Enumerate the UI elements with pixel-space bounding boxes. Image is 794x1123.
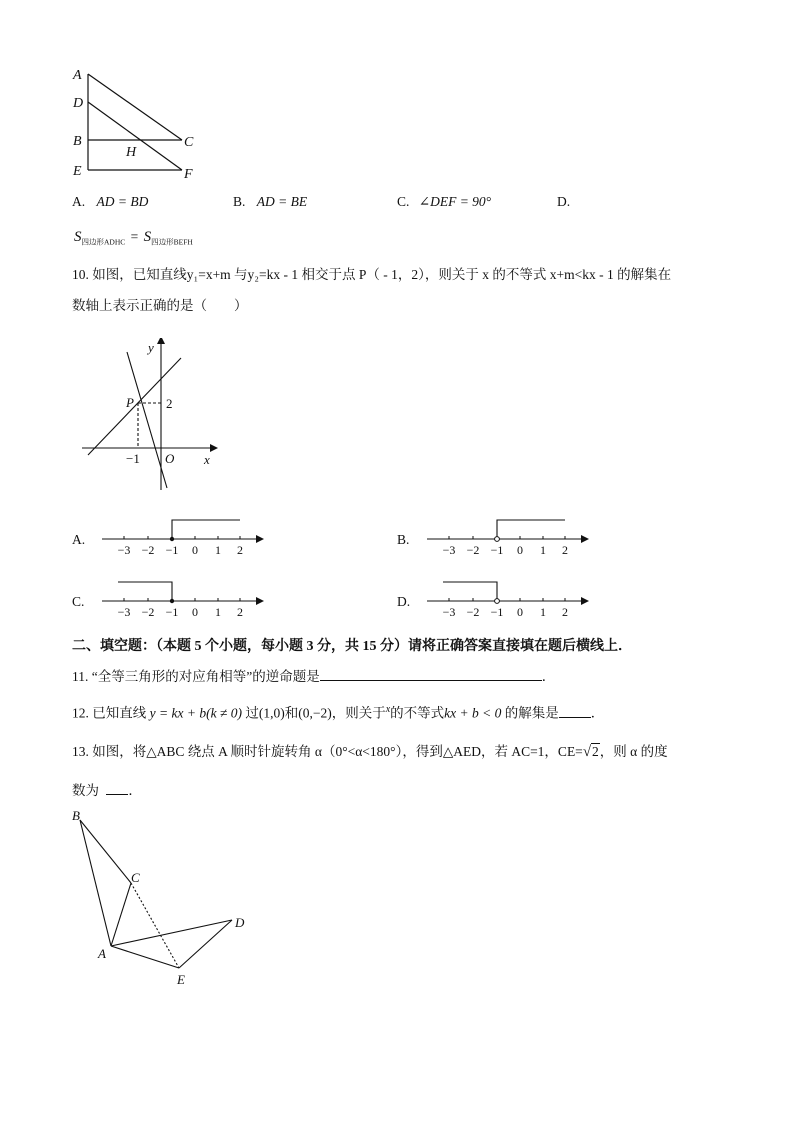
option-letter: A.: [72, 194, 86, 209]
q10-option-c-letter: C.: [72, 594, 85, 609]
option-text: AD = BD: [96, 194, 149, 209]
q13-answer-blank[interactable]: [106, 780, 128, 795]
label-d: D: [235, 915, 245, 930]
tick-label: −2: [466, 605, 480, 619]
tick-label: −3: [117, 605, 131, 619]
solution-bracket: [443, 582, 497, 601]
filled-point-icon: [170, 599, 174, 603]
y-label: y: [148, 340, 154, 355]
q11-answer-blank[interactable]: [320, 666, 542, 681]
tick-label: −2: [141, 543, 155, 557]
arrow-icon: [256, 535, 264, 543]
label-c: C: [131, 870, 140, 885]
solution-bracket: [172, 520, 240, 539]
segment-ac: [88, 74, 182, 140]
arrow-icon: [581, 535, 589, 543]
tick-label: 2: [562, 605, 568, 619]
label-e: E: [177, 972, 185, 987]
label-d: D: [73, 96, 84, 111]
x-label: x: [204, 452, 210, 467]
option-letter: D.: [557, 194, 571, 209]
solution-bracket: [118, 582, 172, 601]
tick-label: 2: [237, 605, 243, 619]
segment-ca: [111, 883, 131, 946]
y-arrow-icon: [157, 338, 165, 344]
q9-option-c: [397, 193, 491, 211]
label-b: B: [73, 134, 82, 149]
tick-label: 1: [540, 605, 546, 619]
tick-label: −3: [442, 543, 456, 557]
tick-label: 1: [215, 605, 221, 619]
label-a: A: [98, 946, 106, 961]
tick-label: 0: [517, 543, 523, 557]
numberline-b: [423, 514, 593, 558]
q9-figure: [68, 62, 208, 184]
q10-line2: 数轴上表示正确的是（ ）: [72, 298, 248, 313]
q12: 12. 已知直线 y = kx + b(k ≠ 0) 过(1,0)和(0,−2)，则关于$^x$的不等式kx + b < 0 的解集是 ．: [72, 704, 605, 721]
q10-option-d-letter: D.: [397, 594, 411, 609]
label-f: F: [184, 167, 193, 182]
p-label: P: [126, 395, 134, 410]
arrow-icon: [256, 597, 264, 605]
tick-label: −1: [490, 543, 504, 557]
sqrt-symbol: √: [582, 744, 592, 760]
numberline-a: [98, 514, 268, 558]
q13-line1: 13. 如图，将△ABC 绕点 A 顺时针旋转角 α（0°<α<180°），得到△AED，若 AC=1，CE=√2，则 α 的度: [72, 744, 668, 760]
q13-line2: 数为 ．: [72, 780, 142, 800]
tick-label: −2: [466, 543, 480, 557]
label-h: H: [126, 145, 137, 160]
tick-label: −1: [490, 605, 504, 619]
solution-bracket: [497, 520, 565, 539]
q10-option-a-letter: A.: [72, 532, 86, 547]
numberline-c: [98, 576, 268, 620]
q12-answer-blank[interactable]: [559, 703, 591, 718]
label-c: C: [184, 135, 194, 150]
tick-label: −1: [165, 543, 179, 557]
filled-point-icon: [170, 537, 174, 541]
segment-ad: [111, 920, 232, 946]
q13-figure: [64, 804, 264, 990]
open-point-icon: [495, 537, 500, 542]
tick-label: 1: [540, 543, 546, 557]
tick-label: 0: [517, 605, 523, 619]
option-letter: B.: [233, 194, 246, 209]
q10-figure: [78, 338, 228, 498]
tick-label: 2: [237, 543, 243, 557]
tick-label: −1: [165, 605, 179, 619]
two-label: 2: [166, 396, 173, 411]
label-a: A: [73, 68, 82, 83]
tick-label: 2: [562, 543, 568, 557]
q9-option-b: [233, 193, 307, 211]
open-point-icon: [495, 599, 500, 604]
numberline-d: [423, 576, 593, 620]
o-label: O: [165, 451, 175, 466]
tick-label: −3: [117, 543, 131, 557]
x-arrow-icon: [210, 444, 218, 452]
q10-option-b-letter: B.: [397, 532, 410, 547]
tick-label: 0: [192, 543, 198, 557]
section-2-heading: 二、填空题：（本题 5 个小题，每小题 3 分，共 15 分）请将正确答案直接填在题后横线上．: [72, 639, 632, 654]
tick-label: 0: [192, 605, 198, 619]
tick-label: 1: [215, 543, 221, 557]
label-e: E: [73, 164, 82, 179]
neg1-label: −1: [126, 451, 140, 466]
q9-option-a: [72, 193, 148, 211]
option-text: AD = BE: [256, 194, 308, 209]
option-text: ∠DEF = 90°: [418, 194, 492, 209]
q9-option-d: [557, 193, 570, 211]
tick-label: −3: [442, 605, 456, 619]
q11: 11. “全等三角形的对应角相等”的逆命题是 ．: [72, 666, 555, 686]
tick-label: −2: [141, 605, 155, 619]
segment-ed: [179, 920, 232, 968]
label-b: B: [72, 808, 80, 823]
arrow-icon: [581, 597, 589, 605]
q10-line1: 10. 如图，已知直线y₁=x+m 与y₂=kx - 1 相交于点 P（ - 1，2），则关于 x 的不等式 x+m<kx - 1 的解集在: [72, 267, 672, 282]
q9-option-d-formula: $S_{四边形ADHC} = S_{四边形BEFH}$: [74, 229, 193, 247]
option-letter: C.: [397, 194, 410, 209]
